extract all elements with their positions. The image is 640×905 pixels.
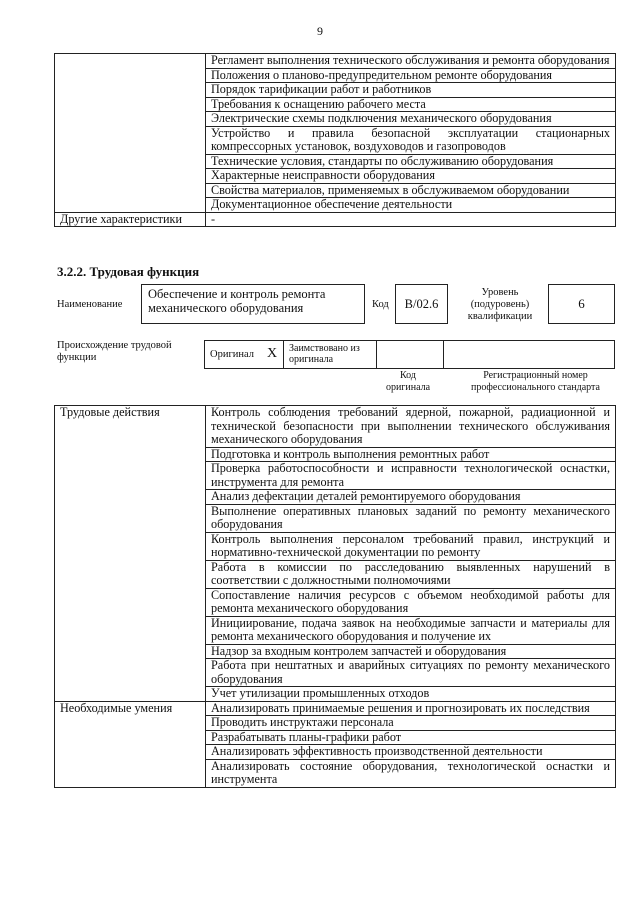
page-number: 9 (317, 24, 323, 38)
function-name-box: Обеспечение и контроль ремонта механического оборудования (141, 284, 365, 324)
table1-label-cell (55, 54, 206, 213)
borrowed-label: Заимствовано из оригинала (289, 343, 360, 365)
table-row: Регламент выполнения технического обслуживания и ремонта оборудования (206, 54, 616, 69)
table-row: Анализировать эффективность производственной деятельности (206, 745, 616, 760)
level-box: 6 (548, 284, 615, 324)
table-row: Проверка работоспособности и исправности технологической оснастки, инструмента для ремонта (206, 462, 616, 490)
table-row: Инициирование, подача заявок на необходимые запчасти и материалы для ремонта механического оборудования и получение их (206, 616, 616, 644)
registration-caption: Регистрационный номер профессионального стандарта (471, 370, 600, 393)
table-row: Характерные неисправности оборудования (206, 169, 616, 184)
table-row: Проводить инструктажи персонала (206, 716, 616, 731)
table-row: Работа при нештатных и аварийных ситуациях по ремонту механического оборудования (206, 659, 616, 687)
table-row: Анализировать состояние оборудования, технологической оснастки и инструмента (206, 759, 616, 787)
original-mark: X (267, 346, 278, 361)
other-characteristics-value: - (206, 212, 616, 227)
table-row: Требования к оснащению рабочего места (206, 97, 616, 112)
table-row: Сопоставление наличия ресурсов с объемом необходимой работы для ремонта механического оборудования (206, 588, 616, 616)
table-row: Разрабатывать планы-графики работ (206, 730, 616, 745)
table-row: Электрические схемы подключения механического оборудования (206, 112, 616, 127)
code-original-caption: Код оригинала (385, 370, 431, 393)
table-row: Учет утилизации промышленных отходов (206, 687, 616, 702)
skills-label: Необходимые умения (55, 701, 206, 787)
table-row: Документационное обеспечение деятельности (206, 198, 616, 213)
origin-box (204, 340, 615, 369)
table-row: Положения о планово-предупредительном ремонте оборудования (206, 68, 616, 83)
table-row: Надзор за входным контролем запчастей и оборудования (206, 644, 616, 659)
table-row: Порядок тарификации работ и работников (206, 83, 616, 98)
code-label: Код (372, 299, 389, 310)
actions-table (54, 405, 616, 788)
table-row: Устройство и правила безопасной эксплуатации стационарных компрессорных установок, воздуховодов и газопроводов (206, 126, 616, 154)
origin-label: Происхождение трудовой функции (57, 340, 172, 363)
table-row: Подготовка и контроль выполнения ремонтных работ (206, 447, 616, 462)
actions-label: Трудовые действия (55, 406, 206, 702)
name-label: Наименование (57, 299, 123, 310)
table-row: Свойства материалов, применяемых в обслуживаемом оборудовании (206, 183, 616, 198)
section-heading: 3.2.2. Трудовая функция (57, 264, 200, 279)
table-row: Контроль соблюдения требований ядерной, пожарной, радиационной и технической безопасности при выполнении технического обслуживания механического оборудования (206, 406, 616, 448)
table-row: Контроль выполнения персоналом требований правил, инструкций и нормативно-технической документации по ремонту (206, 532, 616, 560)
table-row: Технические условия, стандарты по обслуживанию оборудования (206, 154, 616, 169)
table-row: Работа в комиссии по расследованию выявленных нарушений в соответствии с должностными полномочиями (206, 560, 616, 588)
level-label: Уровень (подуровень) квалификации (467, 287, 533, 322)
table-row: Анализировать принимаемые решения и прогнозировать их последствия (206, 701, 616, 716)
other-characteristics-label: Другие характеристики (55, 212, 206, 227)
code-box: B/02.6 (395, 284, 448, 324)
original-label: Оригинал (210, 349, 254, 360)
table-row: Выполнение оперативных плановых заданий по ремонту механического оборудования (206, 504, 616, 532)
table-row: Анализ дефектации деталей ремонтируемого оборудования (206, 490, 616, 505)
knowledge-table (54, 53, 616, 227)
